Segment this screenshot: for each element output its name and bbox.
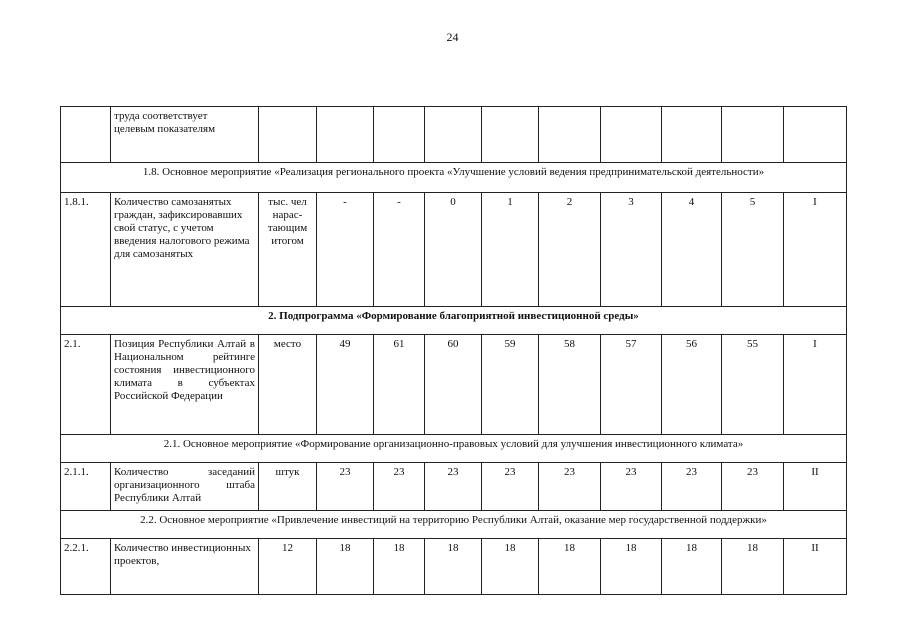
section-row [61, 511, 847, 539]
value-cell: 1 [482, 193, 539, 307]
value-cell: 18 [662, 539, 722, 595]
indicator-name: труда соответствует целевым показателям [111, 107, 259, 163]
priority-cell [784, 107, 847, 163]
indicator-name: Количество инвестиционных проектов, [111, 539, 259, 595]
indicator-name: Позиция Республики Алтай в Национальном рейтинге состояния инвестиционного климата в субъектах Российской Федерации [111, 335, 259, 435]
value-cell: 0 [425, 193, 482, 307]
unit-cell: штук [259, 463, 317, 511]
value-cell: 59 [482, 335, 539, 435]
row-number [61, 107, 111, 163]
priority-cell: II [784, 463, 847, 511]
priority-cell: I [784, 193, 847, 307]
value-cell: 2 [539, 193, 601, 307]
priority-cell: I [784, 335, 847, 435]
row-number: 1.8.1. [61, 193, 111, 307]
unit-cell: 12 [259, 539, 317, 595]
value-cell: 56 [662, 335, 722, 435]
value-cell: 5 [722, 193, 784, 307]
section-row [61, 307, 847, 335]
unit-cell [259, 107, 317, 163]
value-cell: 4 [662, 193, 722, 307]
value-cell: 55 [722, 335, 784, 435]
value-cell: 18 [601, 539, 662, 595]
table-row [61, 335, 847, 435]
value-cell: 49 [317, 335, 374, 435]
section-title: 2.2. Основное мероприятие «Привлечение инвестиций на территорию Республики Алтай, оказание мер государственной поддержки» [61, 511, 847, 539]
value-cell [722, 107, 784, 163]
value-cell [317, 107, 374, 163]
indicator-name: Количество самозанятых граждан, зафиксировавших свой статус, с учетом введения налогового режима для самозанятых [111, 193, 259, 307]
indicators-table [60, 106, 847, 595]
value-cell: - [317, 193, 374, 307]
value-cell: 23 [601, 463, 662, 511]
section-row [61, 435, 847, 463]
table-row [61, 463, 847, 511]
value-cell [374, 107, 425, 163]
value-cell: 23 [317, 463, 374, 511]
row-number: 2.1. [61, 335, 111, 435]
table-row [61, 193, 847, 307]
value-cell: 23 [662, 463, 722, 511]
section-title: 2. Подпрограмма «Формирование благоприятной инвестиционной среды» [61, 307, 847, 335]
value-cell: 61 [374, 335, 425, 435]
value-cell: 3 [601, 193, 662, 307]
priority-cell: II [784, 539, 847, 595]
table-body [61, 107, 847, 595]
page-number: 24 [446, 30, 459, 44]
value-cell: 23 [539, 463, 601, 511]
table-row [61, 539, 847, 595]
row-number: 2.1.1. [61, 463, 111, 511]
value-cell: 57 [601, 335, 662, 435]
value-cell: 18 [374, 539, 425, 595]
value-cell: 18 [722, 539, 784, 595]
value-cell: 60 [425, 335, 482, 435]
unit-cell: место [259, 335, 317, 435]
value-cell [662, 107, 722, 163]
value-cell: 23 [374, 463, 425, 511]
value-cell: 23 [722, 463, 784, 511]
value-cell: 58 [539, 335, 601, 435]
value-cell: 23 [425, 463, 482, 511]
section-row [61, 163, 847, 193]
value-cell [482, 107, 539, 163]
value-cell [601, 107, 662, 163]
value-cell: 18 [539, 539, 601, 595]
section-title: 1.8. Основное мероприятие «Реализация регионального проекта «Улучшение условий ведения предпринимательской деятельности» [61, 163, 847, 193]
value-cell: 18 [425, 539, 482, 595]
table-row [61, 107, 847, 163]
value-cell: 23 [482, 463, 539, 511]
section-title: 2.1. Основное мероприятие «Формирование организационно-правовых условий для улучшения инвестиционного климата» [61, 435, 847, 463]
unit-cell: тыс. чел нарас-тающим итогом [259, 193, 317, 307]
value-cell [425, 107, 482, 163]
value-cell: 18 [317, 539, 374, 595]
value-cell: - [374, 193, 425, 307]
value-cell [539, 107, 601, 163]
row-number: 2.2.1. [61, 539, 111, 595]
indicator-name: Количество заседаний организационного штаба Республики Алтай [111, 463, 259, 511]
value-cell: 18 [482, 539, 539, 595]
